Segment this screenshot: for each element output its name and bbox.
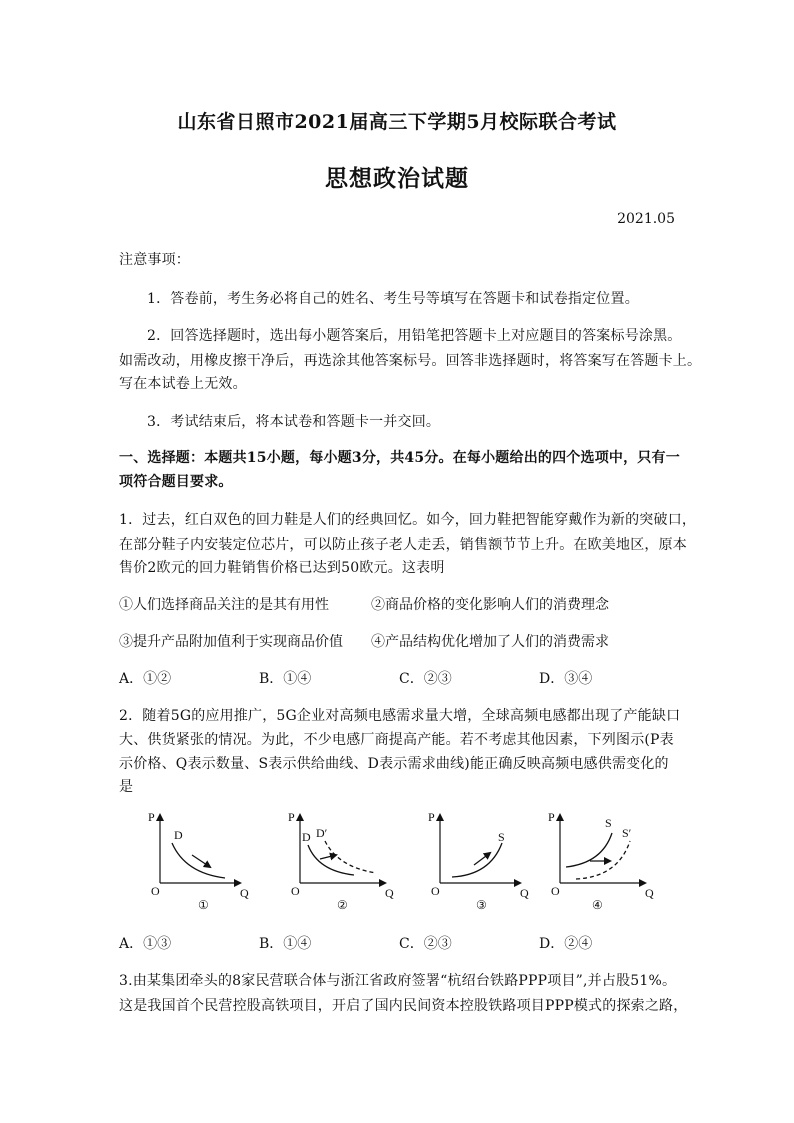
q1-statement-3: ③提升产品附加值利于实现商品价值 — [119, 634, 343, 650]
section-heading-line-2: 项符合题目要求。 — [119, 474, 233, 490]
graph-1 — [148, 810, 249, 912]
graph-4-s-label: S — [605, 816, 612, 830]
notice-item-2-line-3: 写在本试卷上无效。 — [119, 376, 247, 392]
graph-2-origin-label: O — [291, 884, 300, 898]
graph-2-d2-label: D′ — [316, 826, 328, 840]
graph-2-d-label: D — [302, 830, 311, 844]
q3-stem-line-1: 3.由某集团牵头的8家民营联合体与浙江省政府签署“杭绍台铁路PPP项目”,并占股51%。 — [119, 973, 677, 989]
graph-2-p-label: P — [288, 810, 295, 824]
graph-4-s2-label: S′ — [622, 826, 632, 840]
graph-1-q-label: Q — [240, 886, 249, 900]
q1-option-a: A．①② — [119, 671, 172, 687]
graph-1-number: ① — [198, 898, 209, 912]
q3-stem-line-2: 这是我国首个民营控股高铁项目，开启了国内民间资本控股铁路项目PPP模式的探索之路， — [119, 998, 688, 1014]
q1-statement-4: ④产品结构优化增加了人们的消费需求 — [371, 634, 609, 650]
notice-item-2-line-2: 如需改动，用橡皮擦干净后，再选涂其他答案标号。回答非选择题时，将答案写在答题卡上。 — [119, 353, 702, 369]
q2-option-c: C．②③ — [399, 936, 452, 952]
graph-4-supply-curve-shifted — [576, 841, 630, 879]
supply-demand-graphs — [140, 805, 700, 915]
graph-3-supply-curve — [452, 843, 502, 877]
graph-1-demand-curve — [172, 843, 225, 878]
q1-stem-line-2: 在部分鞋子内安装定位芯片，可以防止孩子老人走丢，销售额节节上升。在欧美地区，原本 — [119, 537, 687, 553]
graph-3-q-label: Q — [520, 886, 529, 900]
q1-stem-line-1: 1．过去，红白双色的回力鞋是人们的经典回忆。如今，回力鞋把智能穿戴作为新的突破口， — [119, 512, 697, 528]
graph-4-q-label: Q — [645, 886, 654, 900]
graph-2-number: ② — [337, 898, 348, 912]
graph-2-shift-arrow — [320, 855, 336, 859]
graph-4-origin-label: O — [551, 884, 560, 898]
graph-1-p-label: P — [148, 810, 155, 824]
notice-item-2-line-1: 2．回答选择题时，选出每小题答案后，用铅笔把答题卡上对应题目的答案标号涂黑。 — [147, 328, 682, 344]
q2-stem-line-3: 示价格、Q表示数量、S表示供给曲线、D表示需求曲线)能正确反映高频电感供需变化的 — [119, 756, 669, 772]
q1-statement-1: ①人们选择商品关注的是其有用性 — [119, 597, 329, 613]
graph-3-number: ③ — [476, 898, 487, 912]
q2-option-d: D．②④ — [539, 936, 593, 952]
q2-option-b: B．①④ — [259, 936, 312, 952]
graph-3-shift-arrow — [474, 853, 490, 865]
q1-statement-2: ②商品价格的变化影响人们的消费理念 — [371, 597, 609, 613]
q1-stem-line-3: 售价2欧元的回力鞋销售价格已达到50欧元。这表明 — [119, 560, 445, 576]
q1-option-c: C．②③ — [399, 671, 452, 687]
notice-item-1: 1．答卷前，考生务必将自己的姓名、考生号等填写在答题卡和试卷指定位置。 — [147, 291, 639, 307]
graph-3-origin-label: O — [431, 884, 440, 898]
graph-2 — [288, 810, 394, 912]
q2-option-a: A．①③ — [119, 936, 172, 952]
graph-4-supply-curve — [566, 833, 612, 867]
exam-subtitle: 思想政治试题 — [325, 165, 469, 192]
exam-date: 2021.05 — [617, 211, 675, 227]
graph-3 — [428, 810, 529, 912]
graph-4-number: ④ — [592, 898, 603, 912]
graph-3-s-label: S — [498, 830, 505, 844]
q1-option-b: B．①④ — [259, 671, 312, 687]
graph-1-origin-label: O — [151, 884, 160, 898]
q2-stem-line-4: 是 — [119, 779, 134, 795]
graph-1-d-label: D — [174, 828, 183, 842]
graph-2-demand-curve-shifted — [325, 841, 376, 873]
exam-title: 山东省日照市2021届高三下学期5月校际联合考试 — [177, 111, 617, 133]
graph-3-p-label: P — [428, 810, 435, 824]
notice-item-3: 3．考试结束后，将本试卷和答题卡一并交回。 — [147, 414, 441, 430]
q1-option-d: D．③④ — [539, 671, 593, 687]
section-heading-line-1: 一、选择题：本题共15小题，每小题3分，共45分。在每小题给出的四个选项中，只有一 — [119, 450, 680, 466]
graph-2-q-label: Q — [385, 886, 394, 900]
graph-4-p-label: P — [548, 810, 555, 824]
q2-stem-line-1: 2．随着5G的应用推广，5G企业对高频电感需求量大增，全球高频电感都出现了产能缺口 — [119, 708, 681, 724]
graph-4 — [548, 810, 654, 912]
graph-1-shift-arrow — [192, 855, 210, 867]
notice-heading: 注意事项： — [119, 252, 190, 268]
q2-stem-line-2: 大、供货紧张的情况。为此，不少电感厂商提高产能。若不考虑其他因素，下列图示(P表 — [119, 732, 674, 748]
